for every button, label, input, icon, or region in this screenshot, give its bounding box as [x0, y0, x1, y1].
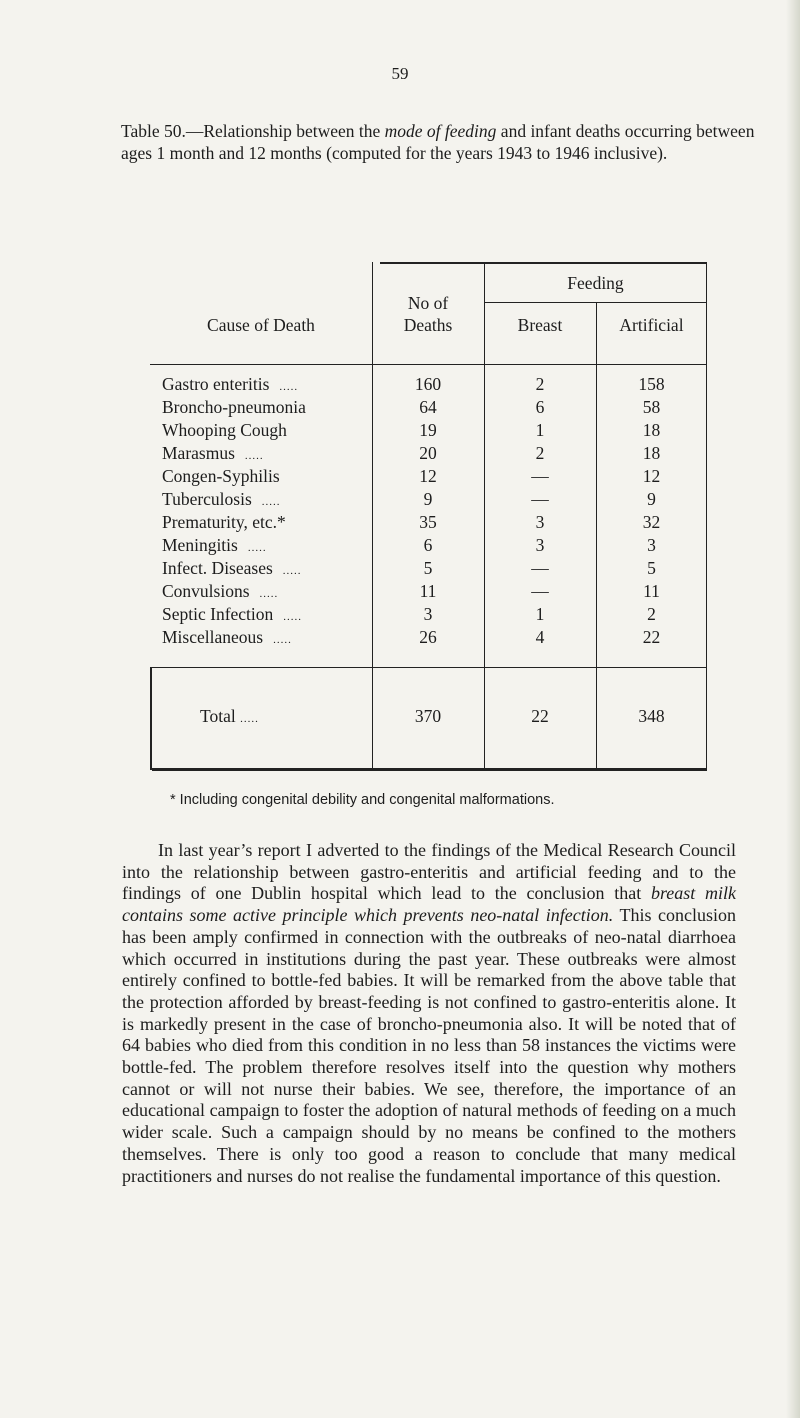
total-text: Total: [200, 706, 236, 726]
cause-text: Tuberculosis: [162, 489, 252, 509]
table-row: [150, 465, 707, 488]
leader-dots: .....: [279, 381, 299, 393]
caption-text-start: Table 50.—Relationship between the: [121, 121, 385, 141]
deaths-cell: 3: [423, 604, 433, 624]
cause-text: Broncho-pneumonia: [162, 397, 306, 417]
leader-dots: .....: [273, 634, 292, 646]
artificial-cell: 2: [647, 604, 656, 624]
deaths-cell: 160: [414, 374, 442, 394]
cause-cell: [162, 419, 287, 442]
cause-cell: [162, 465, 280, 488]
body-paragraph: [122, 840, 736, 1187]
total-breast: 22: [531, 706, 549, 726]
deaths-cell: 19: [419, 420, 437, 440]
total-artificial: 348: [638, 706, 665, 726]
cause-text: Whooping Cough: [162, 420, 287, 440]
total-deaths: 370: [414, 706, 442, 726]
cause-text: Prematurity, etc.*: [162, 512, 286, 532]
header-artificial: Artificial: [619, 315, 684, 335]
cause-cell: [162, 511, 286, 534]
table-row: [150, 603, 707, 626]
breast-cell: 2: [535, 374, 545, 394]
table-top-rule: [380, 262, 707, 264]
table-row: [150, 488, 707, 511]
deaths-cell: 20: [419, 443, 437, 463]
deaths-cell: 9: [423, 489, 433, 509]
header-bottom-rule: [150, 364, 707, 365]
header-breast: Breast: [517, 315, 563, 335]
total-leader-dots: .....: [240, 713, 259, 725]
deaths-cell: 6: [423, 535, 433, 555]
artificial-cell: 3: [647, 535, 656, 555]
total-row: [150, 705, 707, 728]
caption-emphasis: mode of feeding: [384, 121, 497, 141]
leader-dots: .....: [283, 611, 303, 623]
total-top-rule: [150, 667, 707, 668]
cause-text: Septic Infection: [162, 604, 274, 624]
deaths-cell: 11: [419, 581, 437, 601]
body-text-rest: This conclusion has been amply confirmed in connection with the outbreaks of neo-natal diarrhoea which occurred in institutions during the past year. These outbreaks were almost entirely confined to bottle-fed babies. It will be remarked from the above table that the protection afforded by breast-feeding is not confined to gastro-enteritis alone. It is markedly present in the case of broncho-pneumonia also. It will be noted that of 64 babies who died from this condition in no less than 58 instances the victims were bottle-fed. The problem therefore resolves itself into the question why mothers cannot or will not nurse their babies. We see, therefore, the importance of an educational campaign to foster the adoption of natural methods of feeding on a much wider scale. Such a campaign should by no means be confined to the mothers themselves. There is only too good a reason to conclude that many medical practitioners and nurses do not realise the fundamental importance of this question.: [122, 905, 736, 1186]
artificial-cell: 22: [642, 627, 661, 647]
table-row: [150, 626, 707, 649]
table-bottom-rule: [152, 768, 707, 771]
header-deaths-line1: No of: [407, 293, 449, 313]
artificial-cell: 58: [642, 397, 661, 417]
breast-cell: —: [531, 558, 549, 578]
breast-cell: 4: [535, 627, 545, 647]
leader-dots: .....: [247, 542, 267, 554]
artificial-cell: 5: [647, 558, 656, 578]
cause-cell: [162, 396, 306, 419]
leader-dots: .....: [282, 565, 302, 577]
cause-text: Miscellaneous: [162, 627, 264, 647]
breast-cell: 1: [535, 420, 545, 440]
cause-text: Infect. Diseases: [162, 558, 273, 578]
mortality-table: [150, 262, 707, 770]
deaths-cell: 64: [419, 397, 437, 417]
breast-cell: 6: [535, 397, 545, 417]
breast-cell: —: [531, 489, 549, 509]
header-deaths: [372, 292, 484, 336]
artificial-cell: 158: [638, 374, 665, 394]
body-text-intro: In last year’s report I adverted to the findings of the Medical Research Council into the relationship between gastro-enteritis and artificial feeding and to the findings of one Dublin hospital which lead to the conclusion that: [122, 840, 736, 904]
caption-text-end: and infant deaths occurring between ages 1 month and 12 months (computed for the years 1943 to 1946 inclusive).: [121, 121, 755, 163]
table-row: [150, 557, 707, 580]
table-caption: [121, 120, 761, 164]
table-row: [150, 396, 707, 419]
artificial-cell: 11: [643, 581, 660, 601]
artificial-cell: 18: [642, 420, 661, 440]
deaths-cell: 5: [423, 558, 433, 578]
artificial-cell: 12: [642, 466, 661, 486]
table-row: [150, 373, 707, 396]
artificial-cell: 32: [642, 512, 661, 532]
deaths-cell: 12: [419, 466, 437, 486]
leader-dots: .....: [259, 588, 279, 600]
cause-text: Congen-Syphilis: [162, 466, 280, 486]
table-row: [150, 534, 707, 557]
table-row: [150, 511, 707, 534]
table-row: [150, 419, 707, 442]
breast-cell: 3: [535, 512, 545, 532]
cause-text: Convulsions: [162, 581, 250, 601]
artificial-cell: 9: [647, 489, 656, 509]
cause-text: Marasmus: [162, 443, 235, 463]
breast-cell: —: [531, 466, 549, 486]
header-deaths-line2: Deaths: [403, 315, 453, 335]
header-feeding: Feeding: [567, 273, 624, 293]
cause-text: Gastro enteritis: [162, 374, 270, 394]
table-row: [150, 442, 707, 465]
breast-cell: —: [531, 581, 549, 601]
footnote: * Including congenital debility and congenital malformations.: [170, 792, 555, 808]
breast-cell: 2: [535, 443, 545, 463]
deaths-cell: 35: [419, 512, 437, 532]
deaths-cell: 26: [419, 627, 437, 647]
leader-dots: .....: [244, 450, 264, 462]
body-text-emphasis: breast milk contains some active principle which prevents neo-natal infection.: [122, 883, 737, 926]
table-row: [150, 580, 707, 603]
breast-cell: 3: [535, 535, 545, 555]
breast-cell: 1: [535, 604, 545, 624]
leader-dots: .....: [261, 496, 281, 508]
cause-cell: [162, 626, 292, 652]
artificial-cell: 18: [642, 443, 661, 463]
header-cause: Cause of Death: [207, 315, 315, 335]
total-label: [200, 705, 259, 731]
page-number: 59: [391, 64, 409, 83]
cause-text: Meningitis: [162, 535, 238, 555]
page-edge-shadow: [786, 0, 800, 1418]
